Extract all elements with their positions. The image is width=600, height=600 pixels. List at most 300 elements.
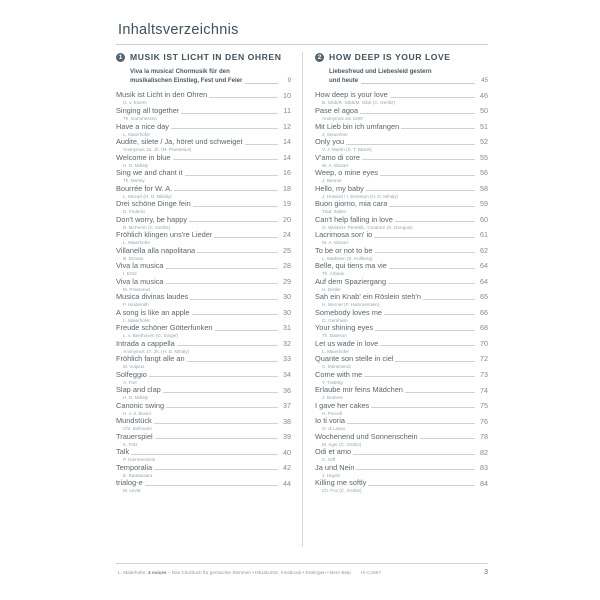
toc-entry-composer: Ch. Fox (C. Gerlitz) [322, 488, 362, 494]
toc-entry-composer: J. Howard / I. Emerson (H. D. Mihály) [322, 193, 399, 199]
toc-entry-title: Singing all together [116, 106, 180, 115]
toc-entry-page-number: 30 [283, 292, 291, 302]
toc-entry[interactable] [315, 262, 488, 277]
toc-entry[interactable] [116, 324, 291, 339]
toc-entry-page-number: 58 [480, 183, 488, 193]
toc-entry[interactable] [315, 479, 488, 494]
toc-entry-composer: B. Gibb/R. Gibb/M. Gibb (C. Gerlitz) [322, 100, 396, 106]
leader-dots [155, 438, 278, 439]
toc-entry-title: Somebody loves me [315, 308, 382, 317]
toc-entry-row [116, 433, 291, 442]
toc-entry[interactable] [315, 91, 488, 106]
toc-entry-page-number: 56 [480, 168, 488, 178]
leader-dots [366, 190, 475, 191]
toc-entry-composer: H. D. Mihály [123, 395, 149, 401]
toc-entry-composer: H. Distler [322, 286, 341, 292]
title-divider [116, 44, 488, 45]
toc-entry-page-number: 25 [283, 245, 291, 255]
toc-entry-row [116, 417, 291, 426]
toc-entry-composer: C. Monteverdi [322, 364, 351, 370]
toc-entry-composer: L. Maierhofer [123, 240, 151, 246]
toc-entry-composer: B. Donato [123, 255, 144, 261]
toc-entry-page-number: 60 [480, 214, 488, 224]
footer-catalog-code: HI-C4967 [360, 570, 381, 575]
toc-entry[interactable] [116, 340, 291, 355]
section-subtitle-line1: Viva la musica! Chormusik für den [130, 68, 230, 75]
toc-entry[interactable] [116, 247, 291, 262]
toc-entry-title: Only you [315, 138, 345, 147]
toc-entry-row [315, 386, 488, 395]
leader-dots [166, 407, 278, 408]
toc-entry-composer: Y. Trabsky [322, 379, 344, 385]
toc-entry-list-left [116, 91, 291, 493]
toc-entry-row [116, 386, 291, 395]
leader-dots [362, 159, 475, 160]
toc-entry-title: Sing we and chant it [116, 169, 183, 178]
toc-entry-page-number: 55 [480, 152, 488, 162]
toc-entry-composer: Anonymus 16. Jh. (M. Praetorius) [123, 147, 192, 153]
toc-entry-row [315, 278, 488, 287]
footer-book-title: 4 voices [147, 570, 167, 575]
toc-entry[interactable] [116, 169, 291, 184]
section-number-badge: 1 [116, 53, 125, 62]
toc-entry[interactable] [315, 309, 488, 324]
toc-entry[interactable] [116, 91, 291, 106]
leader-dots [346, 144, 475, 145]
toc-entry-row [116, 200, 291, 209]
toc-entry-row [315, 433, 488, 442]
toc-entry-row [116, 231, 291, 240]
leader-dots [192, 314, 278, 315]
footer-author: L. Maierhofer, [118, 570, 148, 575]
toc-entry-composer: Trad. Italien [322, 209, 347, 215]
toc-entry[interactable] [315, 355, 488, 370]
toc-entry-composer: G. v. Einem [123, 100, 147, 106]
toc-entry-composer: Anonymus um 1500 [322, 116, 363, 121]
toc-entry-composer: V. J. Martin (S. T. Barret) [322, 147, 373, 153]
leader-dots [185, 175, 278, 176]
leader-dots [364, 376, 475, 377]
section-subtitle-line1: Liebesfreud und Liebesleid gestern [329, 68, 432, 75]
toc-entry-title: Mundstück [116, 417, 152, 426]
toc-entry-page-number: 75 [480, 401, 488, 411]
toc-entry-title: Let us wade in love [315, 339, 379, 348]
toc-entry-composer: C. Orff [322, 457, 336, 463]
leader-dots [190, 299, 278, 300]
toc-entry-row [315, 185, 488, 194]
toc-entry-page-number: 70 [480, 338, 488, 348]
toc-entry-page-number: 62 [480, 245, 488, 255]
toc-entry-row [116, 340, 291, 349]
toc-entry[interactable] [116, 417, 291, 432]
toc-entry[interactable] [315, 138, 488, 153]
toc-entry-page-number: 82 [480, 447, 488, 457]
toc-entry-page-number: 28 [283, 261, 291, 271]
toc-entry-composer: Th. Arbeau [322, 271, 345, 277]
toc-entry-composer: P. Hammerstein [123, 457, 156, 463]
toc-entry-composer: L. Maierhofer [123, 131, 151, 137]
leader-dots [174, 190, 278, 191]
leader-dots [193, 206, 278, 207]
toc-entry-composer: J. Steuerlein [322, 131, 348, 137]
toc-entry-title: Erlaube mir feins Mädchen [315, 386, 403, 395]
toc-entry-page-number: 39 [283, 432, 291, 442]
leader-dots [405, 392, 475, 393]
leader-dots [384, 314, 475, 315]
toc-columns [116, 52, 488, 495]
section-subtitle-2 [329, 67, 488, 85]
toc-entry-title: Temporalia [116, 463, 153, 472]
page-title: Inhaltsverzeichnis [118, 22, 239, 38]
toc-entry-title: Drei schöne Dinge fein [116, 200, 191, 209]
toc-entry-title: Sah ein Knab' ein Röslein steh'n [315, 293, 421, 302]
toc-entry-title: Lacrimosa son' io [315, 231, 373, 240]
toc-entry[interactable] [116, 402, 291, 417]
toc-entry[interactable] [116, 386, 291, 401]
toc-entry[interactable] [315, 448, 488, 463]
toc-entry[interactable] [315, 107, 488, 122]
toc-entry-composer: A. Fürl [123, 379, 137, 385]
toc-entry-composer: Chr. Bollmann [123, 426, 152, 432]
toc-entry-page-number: 50 [480, 106, 488, 116]
toc-entry-row [315, 247, 488, 256]
toc-entry[interactable] [116, 464, 291, 479]
toc-entry-page-number: 36 [283, 385, 291, 395]
toc-entry[interactable] [116, 448, 291, 463]
leader-dots [214, 237, 278, 238]
section-title: MUSIK IST LICHT IN DEN OHREN [130, 52, 282, 62]
leader-dots [245, 83, 278, 84]
toc-entry-row [315, 402, 488, 411]
toc-entry-title: Canonic swing [116, 401, 165, 410]
leader-dots [380, 175, 475, 176]
section-subtitle-1 [130, 67, 291, 85]
toc-entry-page-number: 65 [480, 292, 488, 302]
leader-dots [368, 485, 475, 486]
toc-entry-page-number: 29 [283, 276, 291, 286]
toc-entry-title: I gave her cakes [315, 401, 370, 410]
leader-dots [131, 454, 278, 455]
toc-entry-page-number: 33 [283, 354, 291, 364]
toc-entry-title: Io ti voria [315, 417, 345, 426]
footer-imprint [118, 570, 351, 575]
toc-entry-row [315, 123, 488, 132]
toc-entry-row [116, 247, 291, 256]
toc-entry-composer: O. di Lasso [322, 426, 346, 432]
toc-entry[interactable] [315, 247, 488, 262]
toc-entry-composer: Th. Morley [123, 178, 145, 184]
leader-dots [209, 97, 278, 98]
toc-entry-row [116, 278, 291, 287]
leader-dots [154, 423, 278, 424]
toc-entry-title: Don't worry, be happy [116, 215, 188, 224]
toc-entry[interactable] [315, 154, 488, 169]
leader-dots [353, 454, 475, 455]
toc-entry-composer: M. Ager (C. Gerlitz) [322, 441, 362, 447]
toc-entry-title: V'amo di core [315, 153, 360, 162]
toc-entry[interactable] [315, 200, 488, 215]
toc-entry-row [116, 324, 291, 333]
toc-entry-row [116, 91, 291, 100]
toc-entry-page-number: 84 [480, 478, 488, 488]
toc-entry-title: Your shining eyes [315, 324, 374, 333]
toc-entry-title: Hello, my baby [315, 184, 364, 193]
section-header-2 [315, 52, 488, 62]
toc-entry[interactable] [116, 433, 291, 448]
toc-entry-composer: W. A. Mozart [322, 240, 349, 246]
leader-dots [389, 268, 475, 269]
toc-entry-row [116, 262, 291, 271]
toc-entry-row [116, 309, 291, 318]
toc-entry[interactable] [116, 355, 291, 370]
toc-entry-page-number: 11 [283, 106, 291, 116]
leader-dots [171, 128, 278, 129]
toc-entry-page-number: 68 [480, 323, 488, 333]
toc-entry-page-number: 61 [480, 230, 488, 240]
toc-entry-row [315, 91, 488, 100]
section-title: HOW DEEP IS YOUR LOVE [329, 52, 451, 62]
toc-entry-composer: J. Brahms [322, 395, 343, 401]
toc-entry-composer: G. Gershwin [322, 317, 348, 323]
leader-dots [395, 361, 475, 362]
toc-entry-row [116, 138, 291, 147]
toc-entry-title: Auf dem Spaziergang [315, 277, 387, 286]
toc-entry-composer: H. D. Mihály [123, 162, 149, 168]
toc-entry[interactable] [116, 309, 291, 324]
toc-entry[interactable] [315, 216, 488, 231]
toc-entry-composer: M. Praetorius [123, 286, 151, 292]
leader-dots [181, 113, 278, 114]
toc-entry-composer: L. Mathisen (E. Kullberg) [322, 255, 373, 261]
toc-entry-page-number: 40 [283, 447, 291, 457]
toc-entry-row [315, 169, 488, 178]
leader-dots [375, 330, 475, 331]
toc-entry[interactable] [315, 371, 488, 386]
toc-entry-row [116, 371, 291, 380]
toc-entry[interactable] [315, 231, 488, 246]
toc-entry-page-number: 37 [283, 401, 291, 411]
toc-entry-title: Villanella alla napolitana [116, 246, 196, 255]
toc-entry-composer: Th. Gummesson [123, 116, 157, 121]
toc-entry-composer: Th. Bateson [322, 333, 347, 339]
toc-entry-composer: K. Fütz [123, 441, 138, 447]
toc-entry[interactable] [116, 231, 291, 246]
toc-entry-page-number: 18 [283, 183, 291, 193]
toc-entry-page-number: 31 [283, 323, 291, 333]
toc-entry-row [315, 340, 488, 349]
toc-entry-row [116, 293, 291, 302]
toc-entry-page-number: 74 [480, 385, 488, 395]
toc-entry-row [315, 355, 488, 364]
toc-entry-page-number: 78 [480, 432, 488, 442]
toc-entry-composer: H. v. d. Brand [123, 410, 151, 416]
footer-divider [116, 563, 488, 564]
leader-dots [401, 128, 475, 129]
toc-entry[interactable] [116, 154, 291, 169]
toc-entry-title: Solfeggio [116, 370, 147, 379]
toc-entry-page-number: 51 [480, 121, 488, 131]
toc-entry[interactable] [315, 402, 488, 417]
toc-entry-row [116, 107, 291, 116]
toc-entry-page-number: 38 [283, 416, 291, 426]
toc-entry-title: Wochenend und Sonnenschein [315, 432, 418, 441]
toc-entry[interactable] [116, 185, 291, 200]
toc-entry[interactable] [315, 417, 488, 432]
leader-dots [215, 330, 278, 331]
toc-entry-page-number: 52 [480, 137, 488, 147]
toc-entry[interactable] [116, 138, 291, 153]
toc-entry[interactable] [315, 464, 488, 479]
toc-entry-title: A song is like an apple [116, 308, 190, 317]
toc-entry-title: Welcome in blue [116, 153, 171, 162]
leader-dots [361, 83, 475, 84]
toc-entry-page-number: 19 [283, 199, 291, 209]
toc-entry-composer: H. Werner (P. Hammerstein) [322, 302, 380, 308]
toc-entry-row [116, 355, 291, 364]
toc-entry[interactable] [116, 200, 291, 215]
toc-entry-composer: I. Eröd [123, 271, 137, 277]
toc-entry-row [315, 154, 488, 163]
toc-entry-composer: E. Rautavaara [123, 472, 153, 478]
toc-entry-row [315, 464, 488, 473]
toc-entry-title: Odi et amo [315, 448, 352, 457]
leader-dots [423, 299, 475, 300]
toc-entry-row [116, 479, 291, 488]
toc-entry-page-number: 30 [283, 307, 291, 317]
toc-entry-page-number: 20 [283, 214, 291, 224]
toc-entry-title: trialog-e [116, 479, 143, 488]
toc-entry-row [315, 107, 488, 116]
leader-dots [380, 345, 475, 346]
toc-entry[interactable] [315, 433, 488, 448]
toc-entry[interactable] [315, 324, 488, 339]
toc-entry[interactable] [315, 340, 488, 355]
toc-entry-page-number: 34 [283, 369, 291, 379]
leader-dots [197, 252, 278, 253]
toc-entry-title: Come with me [315, 370, 363, 379]
toc-entry-page-number: 64 [480, 261, 488, 271]
toc-entry-page-number: 14 [283, 152, 291, 162]
toc-entry[interactable] [315, 185, 488, 200]
toc-entry[interactable] [315, 278, 488, 293]
toc-entry-row [116, 154, 291, 163]
toc-entry-page-number: 24 [283, 230, 291, 240]
toc-entry-row [315, 231, 488, 240]
toc-entry-composer: J. Bennet [322, 178, 342, 184]
toc-entry-title: How deep is your love [315, 91, 388, 100]
toc-entry[interactable] [315, 293, 488, 308]
footer-page-number: 3 [483, 567, 488, 576]
toc-entry-page-number: 64 [480, 276, 488, 286]
toc-entry[interactable] [116, 107, 291, 122]
toc-entry-title: Bourrée for W. A. [116, 184, 173, 193]
toc-entry-composer: Anonymus 17. Jh. (H. D. Mihály) [123, 348, 190, 354]
leader-dots [356, 469, 475, 470]
toc-entry-list-right [315, 91, 488, 493]
toc-entry[interactable] [116, 216, 291, 231]
toc-entry-row [315, 448, 488, 457]
leader-dots [360, 113, 475, 114]
leader-dots [177, 345, 278, 346]
toc-column-left [116, 52, 302, 495]
toc-entry[interactable] [116, 371, 291, 386]
leader-dots [390, 97, 475, 98]
toc-entry-composer: H. Purcell [322, 410, 342, 416]
toc-entry-title: Viva la musica [116, 262, 164, 271]
toc-entry-title: Belle, qui tiens ma vie [315, 262, 387, 271]
toc-entry[interactable] [116, 293, 291, 308]
toc-entry-composer: P. Hindemith [123, 302, 149, 308]
toc-entry-page-number: 14 [283, 137, 291, 147]
toc-entry-title: Fröhlich fangt alle an [116, 355, 185, 364]
section-header-1 [116, 52, 291, 62]
toc-entry[interactable] [315, 386, 488, 401]
toc-entry-row [315, 479, 488, 488]
section-number-badge: 2 [315, 53, 324, 62]
toc-entry[interactable] [116, 479, 291, 494]
leader-dots [245, 144, 278, 145]
toc-entry-row [116, 216, 291, 225]
toc-entry[interactable] [116, 278, 291, 293]
toc-entry-title: Pase el agoa [315, 106, 359, 115]
toc-entry-page-number: 83 [480, 463, 488, 473]
toc-entry[interactable] [315, 169, 488, 184]
toc-entry-composer: M. Vulpius [123, 364, 145, 370]
toc-entry[interactable] [315, 123, 488, 138]
toc-entry-page-number: 72 [480, 354, 488, 364]
toc-entry-row [116, 464, 291, 473]
leader-dots [187, 361, 278, 362]
leader-dots [166, 268, 278, 269]
toc-entry-title: Audite, silete / Ja, höret und schweiget [116, 138, 243, 147]
toc-entry-title: Weep, o mine eyes [315, 169, 379, 178]
page-footer [118, 567, 488, 576]
toc-entry-title: Mit Lieb bin ich umfangen [315, 122, 400, 131]
leader-dots [371, 407, 475, 408]
toc-entry-composer: B. McFerrin (C. Gerlitz) [123, 224, 171, 230]
toc-entry-composer: L. Maierhofer [322, 348, 350, 354]
toc-entry-title: Intrada a cappella [116, 339, 175, 348]
toc-entry-composer: D. Friderici [123, 209, 146, 215]
toc-entry-composer: J. Haydn [322, 472, 341, 478]
toc-entry-page-number: 10 [283, 90, 291, 100]
toc-entry[interactable] [116, 123, 291, 138]
toc-entry-title: Ja und Nein [315, 463, 355, 472]
leader-dots [374, 237, 475, 238]
toc-entry-row [315, 309, 488, 318]
toc-entry-title: Buon giorno, mia cara [315, 200, 388, 209]
leader-dots [163, 392, 278, 393]
toc-entry-row [116, 402, 291, 411]
toc-entry-page-number: 42 [283, 463, 291, 473]
toc-column-right [302, 52, 488, 495]
toc-entry-title: Fröhlich klingen uns're Lieder [116, 231, 213, 240]
toc-entry-page-number: 66 [480, 307, 488, 317]
toc-entry-composer: G. Weiss/H. Peretti/L. Creatore (G. Dengusi) [322, 224, 413, 230]
leader-dots [347, 423, 475, 424]
toc-entry-title: Killing me softly [315, 479, 367, 488]
leader-dots [149, 376, 278, 377]
toc-entry-row [315, 216, 488, 225]
toc-entry-title: Musik ist Licht in den Ohren [116, 91, 208, 100]
leader-dots [145, 485, 278, 486]
toc-entry-page-number: 32 [283, 338, 291, 348]
toc-entry-page-number: 46 [480, 90, 488, 100]
leader-dots [173, 159, 279, 160]
leader-dots [395, 221, 475, 222]
toc-entry-composer: L. v. Beethoven (G. Singer) [123, 333, 179, 339]
toc-entry[interactable] [116, 262, 291, 277]
